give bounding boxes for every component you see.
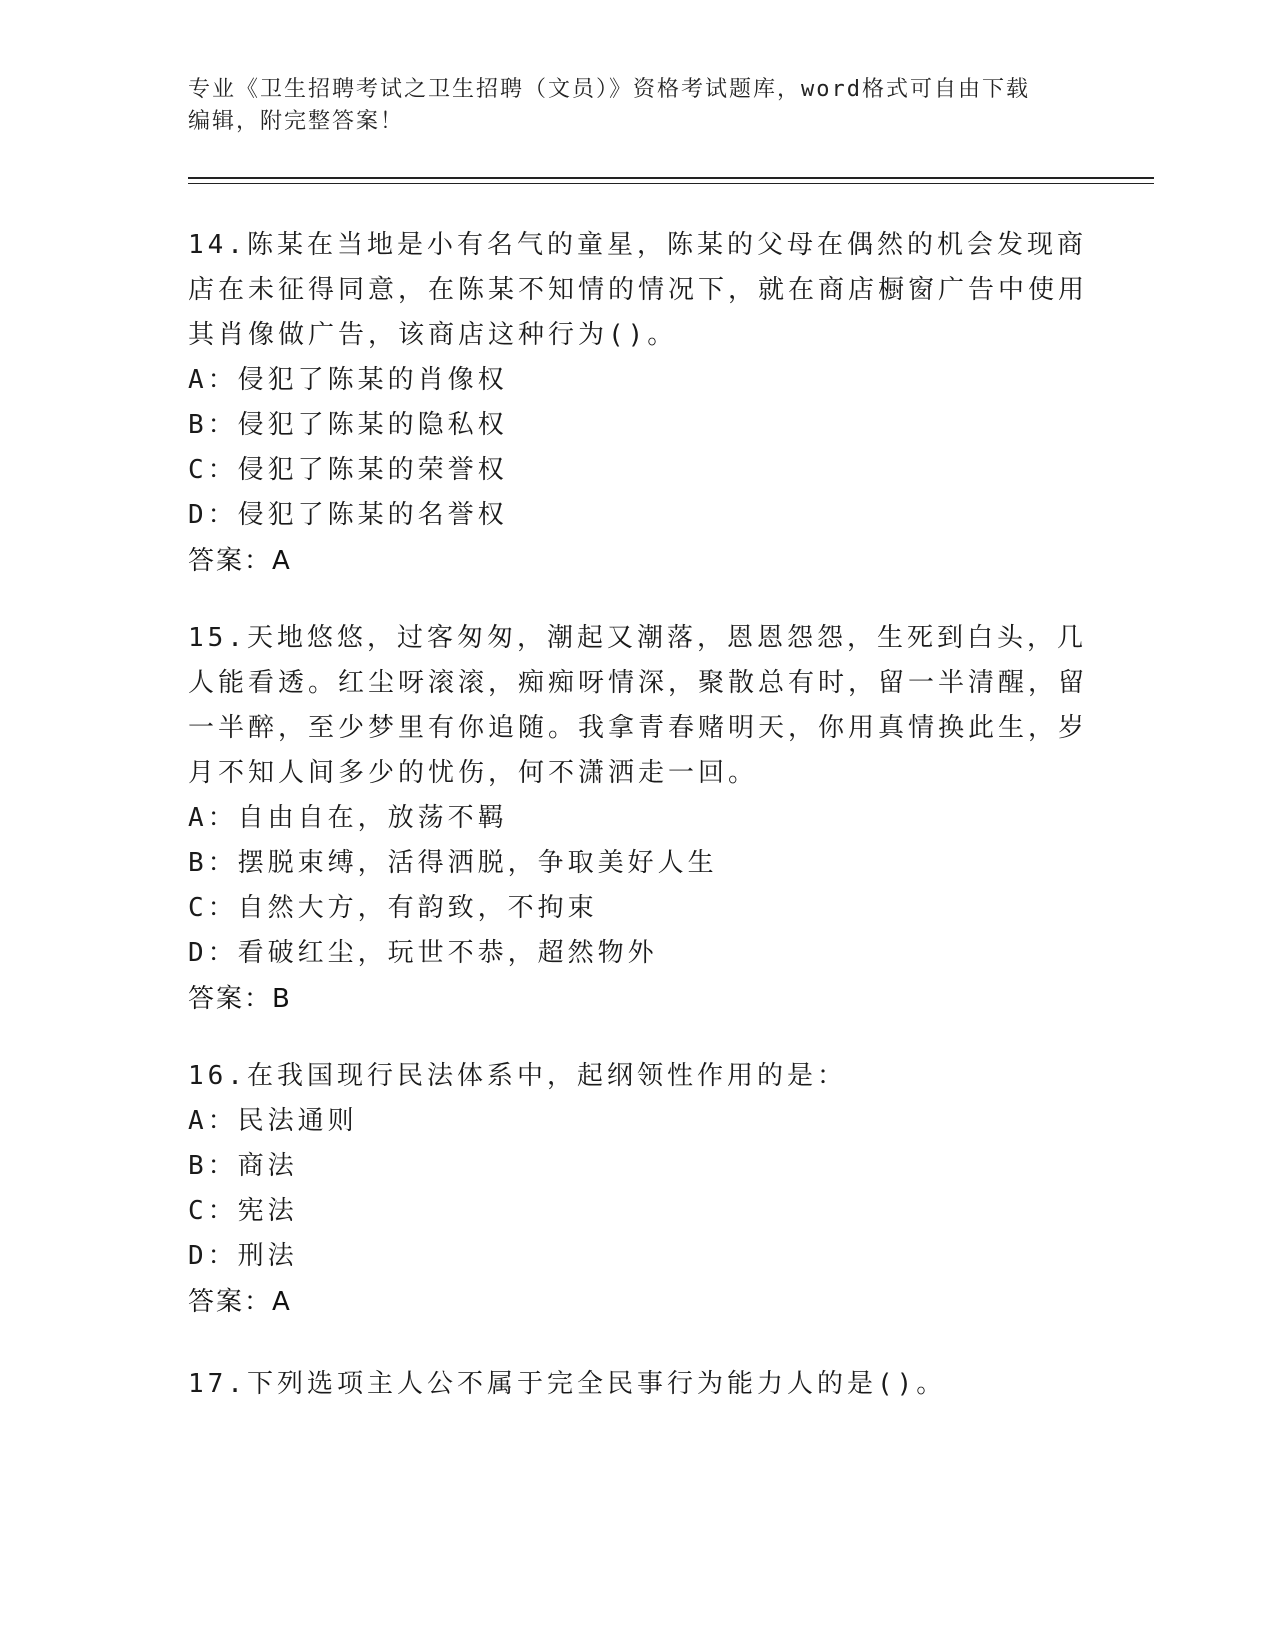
option-a: A：民法通则 <box>188 1106 358 1136</box>
question-stem: 14.陈某在当地是小有名气的童星，陈某的父母在偶然的机会发现商店在未征得同意，在陈某不知情的情况下，就在商店橱窗广告中使用其肖像做广告，该商店这种行为()。 <box>188 230 1089 350</box>
question-14 <box>188 223 1088 585</box>
option-b: B：摆脱束缚，活得洒脱，争取美好人生 <box>188 848 718 878</box>
option-b: B：商法 <box>188 1151 298 1181</box>
document-header <box>188 74 1068 138</box>
question-stem: 15.天地悠悠，过客匆匆，潮起又潮落，恩恩怨怨，生死到白头，几人能看透。红尘呀滚滚，痴痴呀情深，聚散总有时，留一半清醒，留一半醉，至少梦里有你追随。我拿青春赌明天，你用真情换此生，岁月不知人间多少的忧伤，何不潇洒走一回。 <box>188 623 1089 788</box>
option-c: C：宪法 <box>188 1196 298 1226</box>
option-d: D：侵犯了陈某的名誉权 <box>188 500 508 530</box>
question-stem: 16.在我国现行民法体系中，起纲领性作用的是： <box>188 1061 847 1091</box>
question-16 <box>188 1054 1088 1326</box>
answer-label: 答案：A <box>188 546 292 576</box>
answer-label: 答案：A <box>188 1287 292 1317</box>
question-15 <box>188 616 1088 1023</box>
option-c: C：侵犯了陈某的荣誉权 <box>188 455 508 485</box>
option-d: D：看破红尘，玩世不恭，超然物外 <box>188 938 658 968</box>
option-c: C：自然大方，有韵致，不拘束 <box>188 893 598 923</box>
header-line-2: 编辑，附完整答案！ <box>188 109 405 134</box>
question-stem: 17.下列选项主人公不属于完全民事行为能力人的是()。 <box>188 1369 947 1399</box>
option-d: D：刑法 <box>188 1241 298 1271</box>
question-17 <box>188 1362 1088 1407</box>
option-a: A：自由自在，放荡不羁 <box>188 803 508 833</box>
header-divider-thin <box>188 183 1154 184</box>
option-b: B：侵犯了陈某的隐私权 <box>188 410 508 440</box>
header-line-1: 专业《卫生招聘考试之卫生招聘（文员）》资格考试题库，word格式可自由下载 <box>188 77 1030 102</box>
answer-label: 答案：B <box>188 984 292 1014</box>
option-a: A：侵犯了陈某的肖像权 <box>188 365 508 395</box>
header-divider-thick <box>188 177 1154 179</box>
